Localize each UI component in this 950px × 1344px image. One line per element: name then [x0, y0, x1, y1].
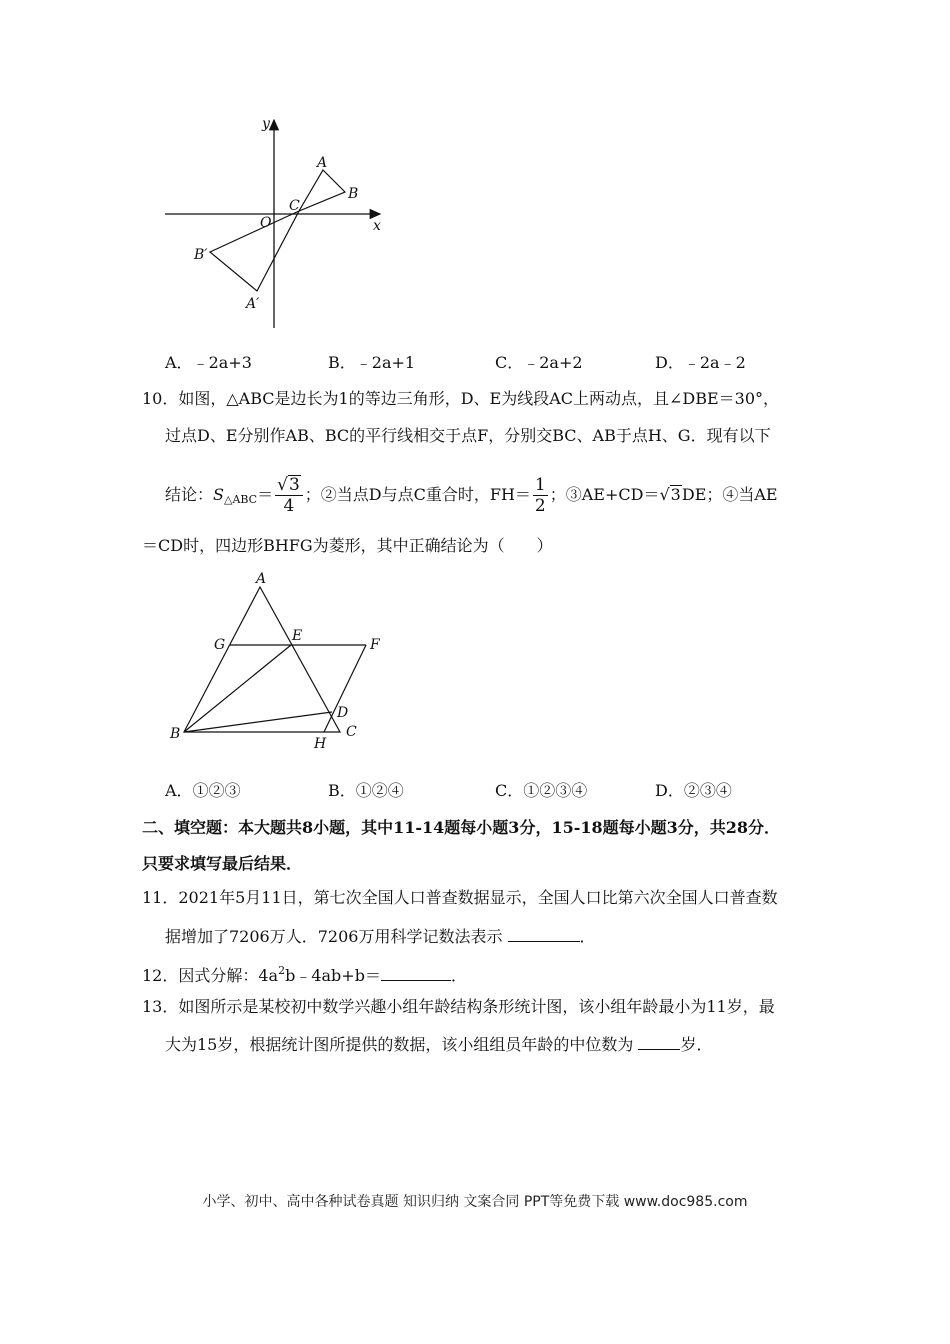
segment-bd: [184, 712, 332, 732]
triangle-a1b1c: [210, 211, 299, 291]
origin-label: O: [260, 215, 272, 231]
q11-line-2: 据增加了7206万人．7206万用科学记数法表示 ．: [165, 927, 596, 946]
q13-line-1: 13．如图所示是某校初中数学兴趣小组年龄结构条形统计图，该小组年龄最小为11岁，最: [142, 997, 775, 1016]
q9-option-b: B．﹣2a+1: [328, 353, 416, 372]
page-footer: 小学、初中、高中各种试卷真题 知识归纳 文案合同 PPT等免费下载 www.doc985.com: [202, 1194, 748, 1210]
point-a-label: A: [317, 155, 328, 171]
fig2-point-a: A: [256, 571, 267, 587]
q13-answer-blank: [638, 1033, 680, 1050]
q9-option-d: D．﹣2a﹣2: [655, 353, 746, 372]
fraction-sqrt3-over-4: $\frac{√3}{4}$: [275, 475, 303, 516]
triangle-abc-outline: [184, 587, 340, 732]
q10-option-c: C．①②③④: [495, 781, 588, 800]
axis-x-label: x: [373, 218, 381, 234]
q13-line-2: 大为15岁，根据统计图所提供的数据，该小组组员年龄的中位数为 岁．: [165, 1035, 713, 1054]
fig2-point-h: H: [314, 736, 327, 752]
segment-be: [184, 645, 291, 732]
q11-answer-blank: [508, 925, 580, 942]
fig2-point-f: F: [370, 637, 380, 653]
fig2-point-c: C: [346, 724, 357, 740]
sqrt-3: √3: [659, 485, 681, 504]
q12-answer-blank: [381, 964, 451, 981]
q9-option-c: C．﹣2a+2: [495, 353, 583, 372]
section-2-note: 只要求填写最后结果．: [142, 854, 303, 873]
coordinate-figure: [150, 110, 400, 340]
fraction-one-half: $\frac{1}{2}$: [534, 475, 546, 516]
point-b-label: B: [348, 186, 359, 202]
point-c-label: C: [289, 198, 300, 214]
q10-option-d: D．②③④: [655, 781, 732, 800]
fig2-point-b: B: [170, 726, 181, 742]
fig2-point-e: E: [292, 628, 303, 644]
axis-y-label: y: [262, 116, 270, 132]
triangle-figure: [160, 565, 400, 755]
q10-option-b: B．①②④: [328, 781, 404, 800]
q10-line-2: 过点D、E分别作AB、BC的平行线相交于点F，分别交BC、AB于点H、G．现有以下: [165, 426, 771, 445]
point-b1-label: B′: [194, 247, 208, 263]
section-2-heading: 二、填空题：本大题共8小题，其中11-14题每小题3分，15-18题每小题3分，共28分．: [142, 818, 781, 837]
q10-option-a: A．①②③: [165, 781, 241, 800]
q12-line: 12．因式分解：$4a^2b﹣4ab+b=$ ．: [142, 964, 467, 985]
q11-line-1: 11．2021年5月11日，第七次全国人口普查数据显示，全国人口比第六次全国人口普查数: [142, 888, 778, 907]
triangle-abc: [299, 170, 345, 211]
q10-line-4: ＝CD时，四边形BHFG为菱形，其中正确结论为（ ）: [142, 536, 553, 555]
fig2-point-d: D: [337, 705, 349, 721]
fig2-point-g: G: [214, 637, 226, 653]
q10-line-1: 10．如图，△ABC是边长为1的等边三角形，D、E为线段AC上两动点，且∠DBE＝30°，: [142, 389, 780, 408]
q9-option-a: A．﹣2a+3: [165, 353, 252, 372]
q10-line-3: 结论：$S_{\triangle ABC}=$ $\frac{√3}{4}$ ；②当点D与点C重合时，FH＝ $\frac{1}{2}$ ；③AE+CD＝√3DE；④当AE: [165, 475, 778, 516]
point-a1-label: A′: [246, 296, 260, 312]
